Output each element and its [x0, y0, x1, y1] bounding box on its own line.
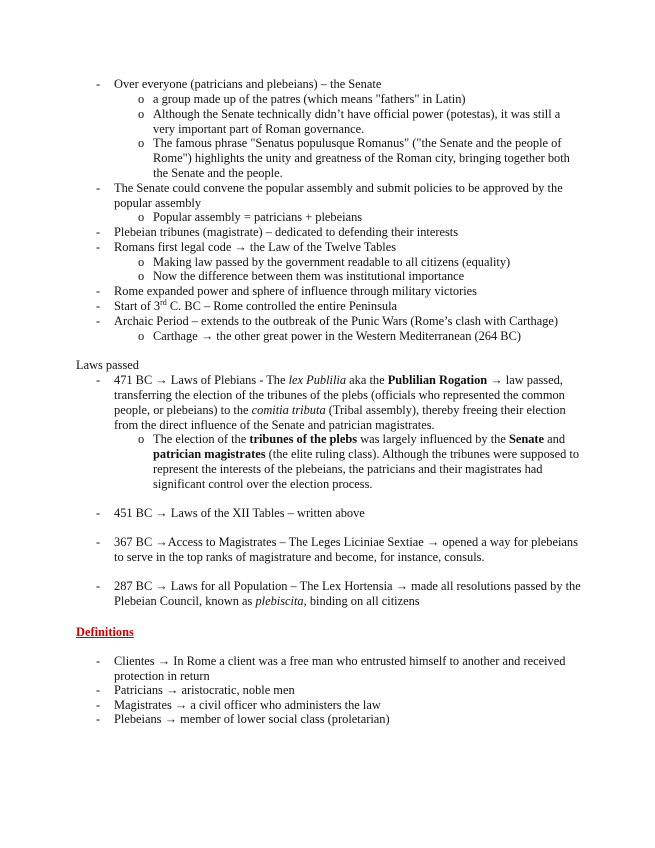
- item-text: Over everyone (patricians and plebeians) – the Senate: [114, 77, 382, 91]
- circle-bullet: o: [138, 329, 145, 343]
- sub-bullet-item: [138, 329, 583, 344]
- item-text: The election of the tribunes of the plebs was largely influenced by the Senate and patrician magistrates (the elite ruling class). Although the tribunes were supposed to represent the interests of the plebeians, the patricians and their magistrates had significant control over the election process.: [153, 432, 580, 491]
- definition-item: [96, 698, 582, 713]
- sub-bullet-item: [138, 136, 583, 181]
- bullet-item: [96, 181, 582, 211]
- item-text: Patricians → aristocratic, noble men: [114, 683, 295, 697]
- dash-bullet: -: [96, 683, 101, 697]
- dash-bullet: -: [96, 698, 101, 712]
- laws-heading: Laws passed: [76, 358, 139, 372]
- bullet-item: [96, 284, 582, 299]
- item-text: 367 BC →Access to Magistrates – The Leges Liciniae Sextiae → opened a way for plebeians to serve in the top ranks of magistrature and become, for instance, consuls.: [114, 535, 578, 564]
- item-text: 287 BC → Laws for all Population – The Lex Hortensia → made all resolutions passed by the Plebeian Council, known as plebiscita, binding on all citizens: [114, 579, 581, 608]
- definition-item: [96, 654, 582, 684]
- item-text: Clientes → In Rome a client was a free man who entrusted himself to another and received protection in return: [114, 654, 566, 683]
- dash-bullet: -: [96, 181, 101, 195]
- item-text: Romans first legal code → the Law of the Twelve Tables: [114, 240, 397, 254]
- circle-bullet: o: [138, 210, 145, 224]
- sub-bullet-item: [138, 210, 583, 225]
- item-text: Making law passed by the government readable to all citizens (equality): [153, 255, 511, 269]
- bullet-item: [96, 77, 582, 92]
- item-text: Archaic Period – extends to the outbreak of the Punic Wars (Rome’s clash with Carthage): [114, 314, 559, 328]
- circle-bullet: o: [138, 107, 145, 121]
- circle-bullet: o: [138, 92, 145, 106]
- dash-bullet: -: [96, 579, 101, 593]
- definition-item: [96, 683, 582, 698]
- circle-bullet: o: [138, 269, 145, 283]
- dash-bullet: -: [96, 535, 101, 549]
- law-item: [96, 506, 582, 521]
- dash-bullet: -: [96, 240, 101, 254]
- dash-bullet: -: [96, 314, 101, 328]
- item-text: Now the difference between them was institutional importance: [153, 269, 465, 283]
- item-text: a group made up of the patres (which means "fathers" in Latin): [153, 92, 466, 106]
- item-text: Magistrates → a civil officer who administers the law: [114, 698, 381, 712]
- bullet-item: [96, 240, 582, 255]
- item-text: Start of 3rd C. BC – Rome controlled the entire Peninsula: [114, 297, 398, 313]
- sub-bullet-item: [138, 255, 583, 270]
- bullet-item: [96, 314, 582, 329]
- sub-bullet-item: [138, 107, 583, 137]
- circle-bullet: o: [138, 432, 145, 446]
- dash-bullet: -: [96, 77, 101, 91]
- item-text: The Senate could convene the popular assembly and submit policies to be approved by the popular assembly: [114, 181, 563, 210]
- sub-bullet-item: [138, 432, 583, 492]
- item-text: Plebeian tribunes (magistrate) – dedicated to defending their interests: [114, 225, 459, 239]
- dash-bullet: -: [96, 712, 101, 726]
- item-text: Popular assembly = patricians + plebeians: [153, 210, 363, 224]
- sub-bullet-item: [138, 92, 583, 107]
- item-text: Although the Senate technically didn’t have official power (potestas), it was still a very important part of Roman governance.: [153, 107, 561, 136]
- item-text: Plebeians → member of lower social class (proletarian): [114, 712, 390, 726]
- circle-bullet: o: [138, 255, 145, 269]
- dash-bullet: -: [96, 299, 101, 313]
- definitions-heading: Definitions: [76, 625, 134, 639]
- dash-bullet: -: [96, 284, 101, 298]
- dash-bullet: -: [96, 373, 101, 387]
- dash-bullet: -: [96, 506, 101, 520]
- dash-bullet: -: [96, 654, 101, 668]
- bullet-item: [96, 225, 582, 240]
- law-item: [96, 579, 582, 609]
- dash-bullet: -: [96, 225, 101, 239]
- item-text: 451 BC → Laws of the XII Tables – written above: [114, 506, 365, 520]
- item-text: The famous phrase "Senatus populusque Romanus" ("the Senate and the people of Rome") highlights the unity and greatness of the Roman city, bringing together both the Senate and the people.: [153, 136, 570, 180]
- item-text: 471 BC → Laws of Plebians - The lex Publilia aka the Publilian Rogation → law passed, transferring the election of the tribunes of the plebs (officials who represented the common people, or plebeians) to the comitia tributa (Tribal assembly), thereby freeing their election from the direct influence of the Senate and patrician magistrates.: [114, 373, 566, 432]
- sub-bullet-item: [138, 269, 583, 284]
- bullet-item: [96, 297, 582, 314]
- definition-item: [96, 712, 582, 727]
- item-text: Carthage → the other great power in the Western Mediterranean (264 BC): [153, 329, 521, 343]
- circle-bullet: o: [138, 136, 145, 150]
- item-text: Rome expanded power and sphere of influence through military victories: [114, 284, 478, 298]
- law-item: [96, 373, 582, 433]
- law-item: [96, 535, 582, 565]
